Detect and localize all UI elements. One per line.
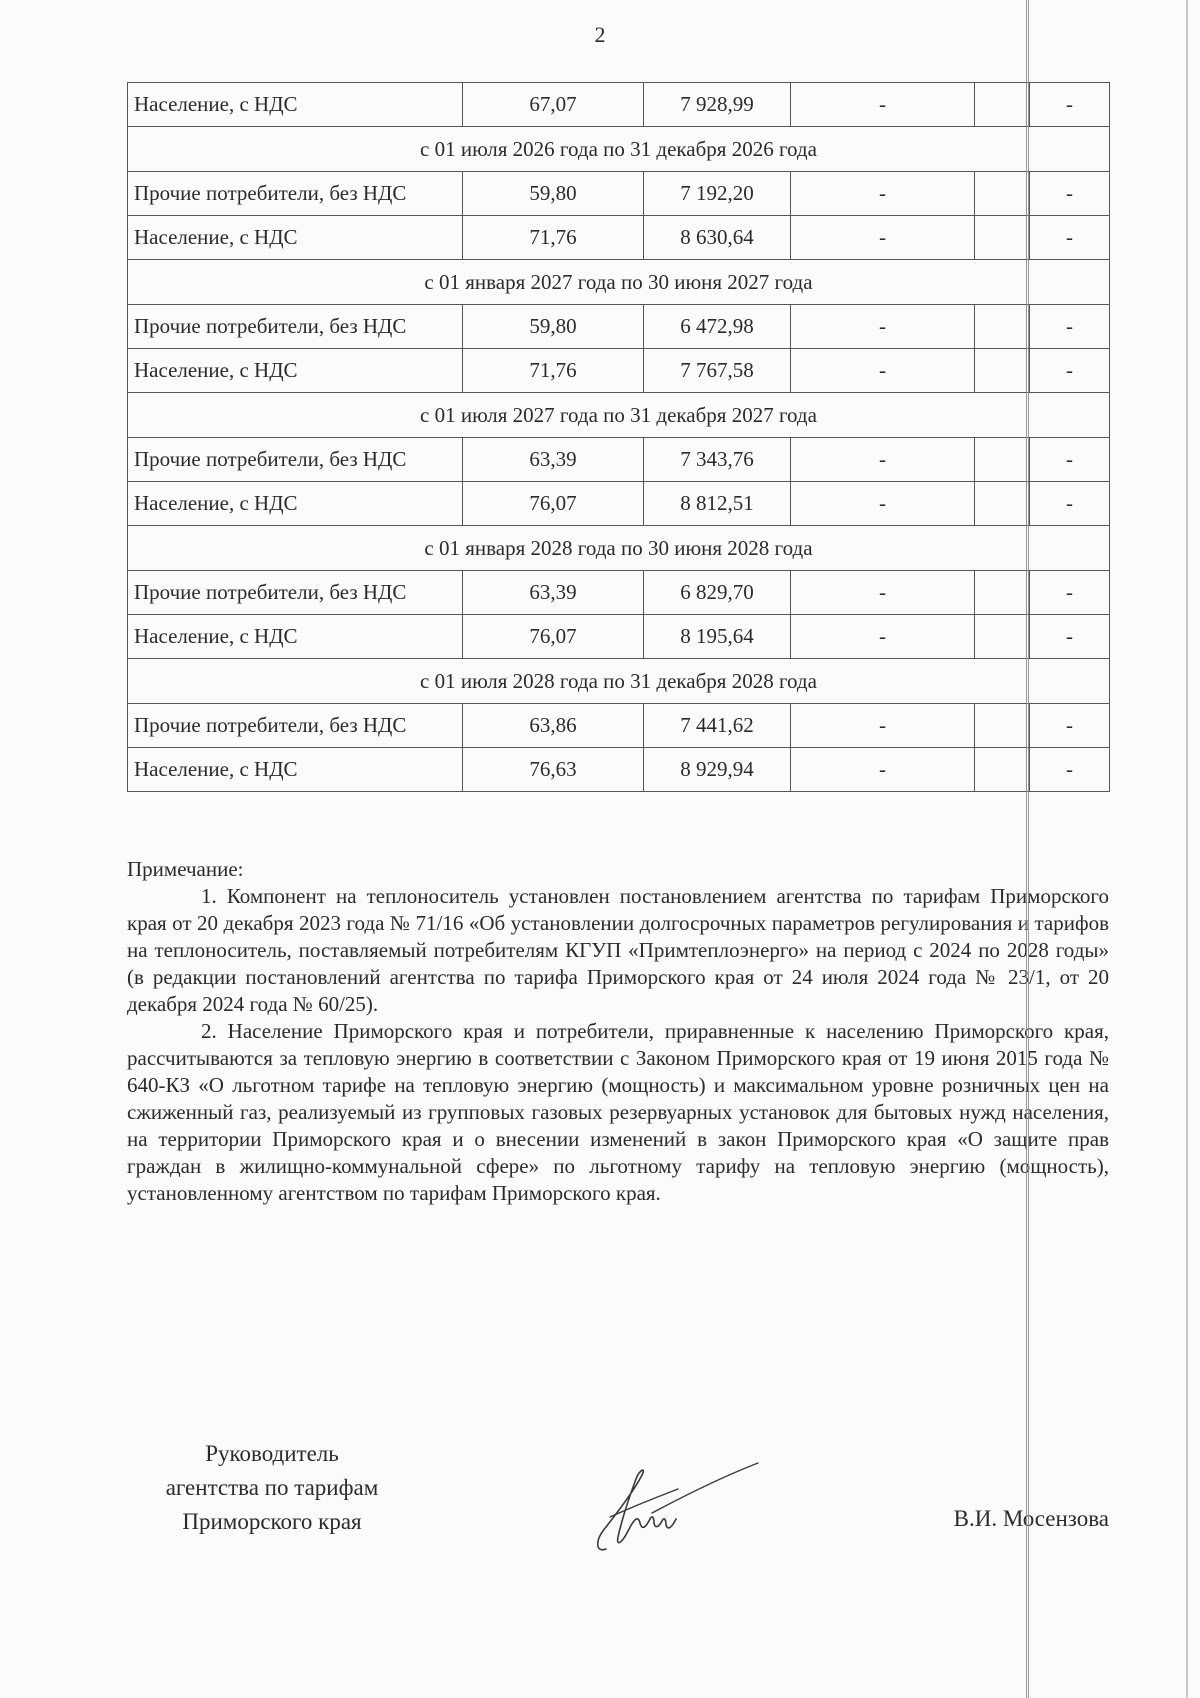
dash-cell: - <box>791 704 975 748</box>
dash-cell: - <box>1030 482 1110 526</box>
page-number: 2 <box>594 22 606 47</box>
period-label: с 01 июля 2026 года по 31 декабря 2026 года <box>128 127 1110 172</box>
table-row <box>128 216 1110 260</box>
notes-title: Примечание: <box>127 857 244 881</box>
tariff-cell: 7 441,62 <box>644 704 791 748</box>
table-row <box>128 438 1110 482</box>
empty-cell <box>975 704 1030 748</box>
rate-cell: 63,86 <box>463 704 644 748</box>
period-row <box>128 260 1110 305</box>
dash-cell: - <box>1030 438 1110 482</box>
tariff-cell: 7 343,76 <box>644 438 791 482</box>
dash-cell: - <box>1030 83 1110 127</box>
rate-cell: 63,39 <box>463 571 644 615</box>
empty-cell <box>975 172 1030 216</box>
consumer-cell: Население, с НДС <box>128 216 463 260</box>
consumer-cell: Население, с НДС <box>128 615 463 659</box>
rate-cell: 67,07 <box>463 83 644 127</box>
signature-block <box>127 1437 1109 1577</box>
dash-cell: - <box>1030 305 1110 349</box>
empty-cell <box>975 615 1030 659</box>
handwritten-signature <box>592 1457 762 1557</box>
tariff-cell: 8 195,64 <box>644 615 791 659</box>
dash-cell: - <box>791 83 975 127</box>
period-row <box>128 526 1110 571</box>
scan-artifact-edge <box>1186 0 1188 1698</box>
dash-cell: - <box>791 216 975 260</box>
tariff-cell: 6 472,98 <box>644 305 791 349</box>
dash-cell: - <box>791 349 975 393</box>
period-label: с 01 июля 2028 года по 31 декабря 2028 года <box>128 659 1110 704</box>
period-row <box>128 393 1110 438</box>
dash-cell: - <box>1030 571 1110 615</box>
rate-cell: 59,80 <box>463 172 644 216</box>
period-row <box>128 127 1110 172</box>
signer-position-line: Руководитель <box>205 1441 339 1466</box>
table-row <box>128 83 1110 127</box>
consumer-cell: Население, с НДС <box>128 748 463 792</box>
signer-position <box>127 1437 417 1539</box>
empty-cell <box>975 482 1030 526</box>
signer-position-line: Приморского края <box>182 1509 362 1534</box>
empty-cell <box>975 83 1030 127</box>
dash-cell: - <box>791 482 975 526</box>
empty-cell <box>975 216 1030 260</box>
rate-cell: 59,80 <box>463 305 644 349</box>
dash-cell: - <box>1030 615 1110 659</box>
rate-cell: 71,76 <box>463 216 644 260</box>
table-row <box>128 482 1110 526</box>
empty-cell <box>975 305 1030 349</box>
dash-cell: - <box>1030 704 1110 748</box>
note-item-2: 2. Население Приморского края и потребители, приравненные к населению Приморского края, рассчитываются за тепловую энергию в соответствии с Законом Приморского края от 19 июня 2015 года № 640-КЗ «О льготном тарифе на тепловую энергию (мощность) и максимальном уровне розничных цен на сжиженный газ, реализуемый из групповых газовых резервуарных установок для бытовых нужд населения, на территории Приморского края и о внесении изменений в закон Приморского края «О защите прав граждан в жилищно-коммунальной сфере» по льготному тарифу на тепловую энергию (мощность), установленному агентством по тарифам Приморского края. <box>127 1019 1109 1205</box>
table-row <box>128 748 1110 792</box>
consumer-cell: Прочие потребители, без НДС <box>128 438 463 482</box>
rate-cell: 76,07 <box>463 482 644 526</box>
rate-cell: 76,63 <box>463 748 644 792</box>
period-label: с 01 января 2028 года по 30 июня 2028 года <box>128 526 1110 571</box>
period-label: с 01 января 2027 года по 30 июня 2027 года <box>128 260 1110 305</box>
empty-cell <box>975 571 1030 615</box>
notes-section <box>127 856 1109 1207</box>
tariff-cell: 7 192,20 <box>644 172 791 216</box>
dash-cell: - <box>1030 748 1110 792</box>
dash-cell: - <box>791 748 975 792</box>
tariff-cell: 7 928,99 <box>644 83 791 127</box>
table-row <box>128 349 1110 393</box>
consumer-cell: Прочие потребители, без НДС <box>128 305 463 349</box>
signer-position-line: агентства по тарифам <box>165 1475 379 1500</box>
tariff-cell: 6 829,70 <box>644 571 791 615</box>
tariff-table-body <box>128 83 1110 792</box>
note-item-1: 1. Компонент на теплоноситель установлен постановлением агентства по тарифам Приморского края от 20 декабря 2023 года № 71/16 «Об установлении долгосрочных параметров регулирования и тарифов на теплоноситель, поставляемый потребителям КГУП «Примтеплоэнерго» на период с 2024 по 2028 годы» (в редакции постановлений агентства по тарифа Приморского края от 24 июля 2024 года № 23/1, от 20 декабря 2024 года № 60/25). <box>127 884 1109 1016</box>
table-row <box>128 305 1110 349</box>
rate-cell: 71,76 <box>463 349 644 393</box>
empty-cell <box>975 349 1030 393</box>
table-row <box>128 615 1110 659</box>
rate-cell: 63,39 <box>463 438 644 482</box>
tariff-cell: 8 929,94 <box>644 748 791 792</box>
tariff-cell: 8 630,64 <box>644 216 791 260</box>
dash-cell: - <box>1030 349 1110 393</box>
signer-name: В.И. Мосензова <box>953 1506 1109 1531</box>
consumer-cell: Прочие потребители, без НДС <box>128 172 463 216</box>
consumer-cell: Прочие потребители, без НДС <box>128 571 463 615</box>
consumer-cell: Население, с НДС <box>128 482 463 526</box>
tariff-cell: 8 812,51 <box>644 482 791 526</box>
consumer-cell: Население, с НДС <box>128 83 463 127</box>
dash-cell: - <box>791 571 975 615</box>
period-label: с 01 июля 2027 года по 31 декабря 2027 года <box>128 393 1110 438</box>
table-row <box>128 704 1110 748</box>
dash-cell: - <box>1030 172 1110 216</box>
table-row <box>128 172 1110 216</box>
period-row <box>128 659 1110 704</box>
empty-cell <box>975 748 1030 792</box>
dash-cell: - <box>791 172 975 216</box>
dash-cell: - <box>791 615 975 659</box>
tariff-table <box>127 82 1110 792</box>
dash-cell: - <box>791 305 975 349</box>
rate-cell: 76,07 <box>463 615 644 659</box>
empty-cell <box>975 438 1030 482</box>
consumer-cell: Население, с НДС <box>128 349 463 393</box>
dash-cell: - <box>1030 216 1110 260</box>
scan-artifact-line <box>1026 0 1029 1698</box>
tariff-cell: 7 767,58 <box>644 349 791 393</box>
table-row <box>128 571 1110 615</box>
consumer-cell: Прочие потребители, без НДС <box>128 704 463 748</box>
dash-cell: - <box>791 438 975 482</box>
